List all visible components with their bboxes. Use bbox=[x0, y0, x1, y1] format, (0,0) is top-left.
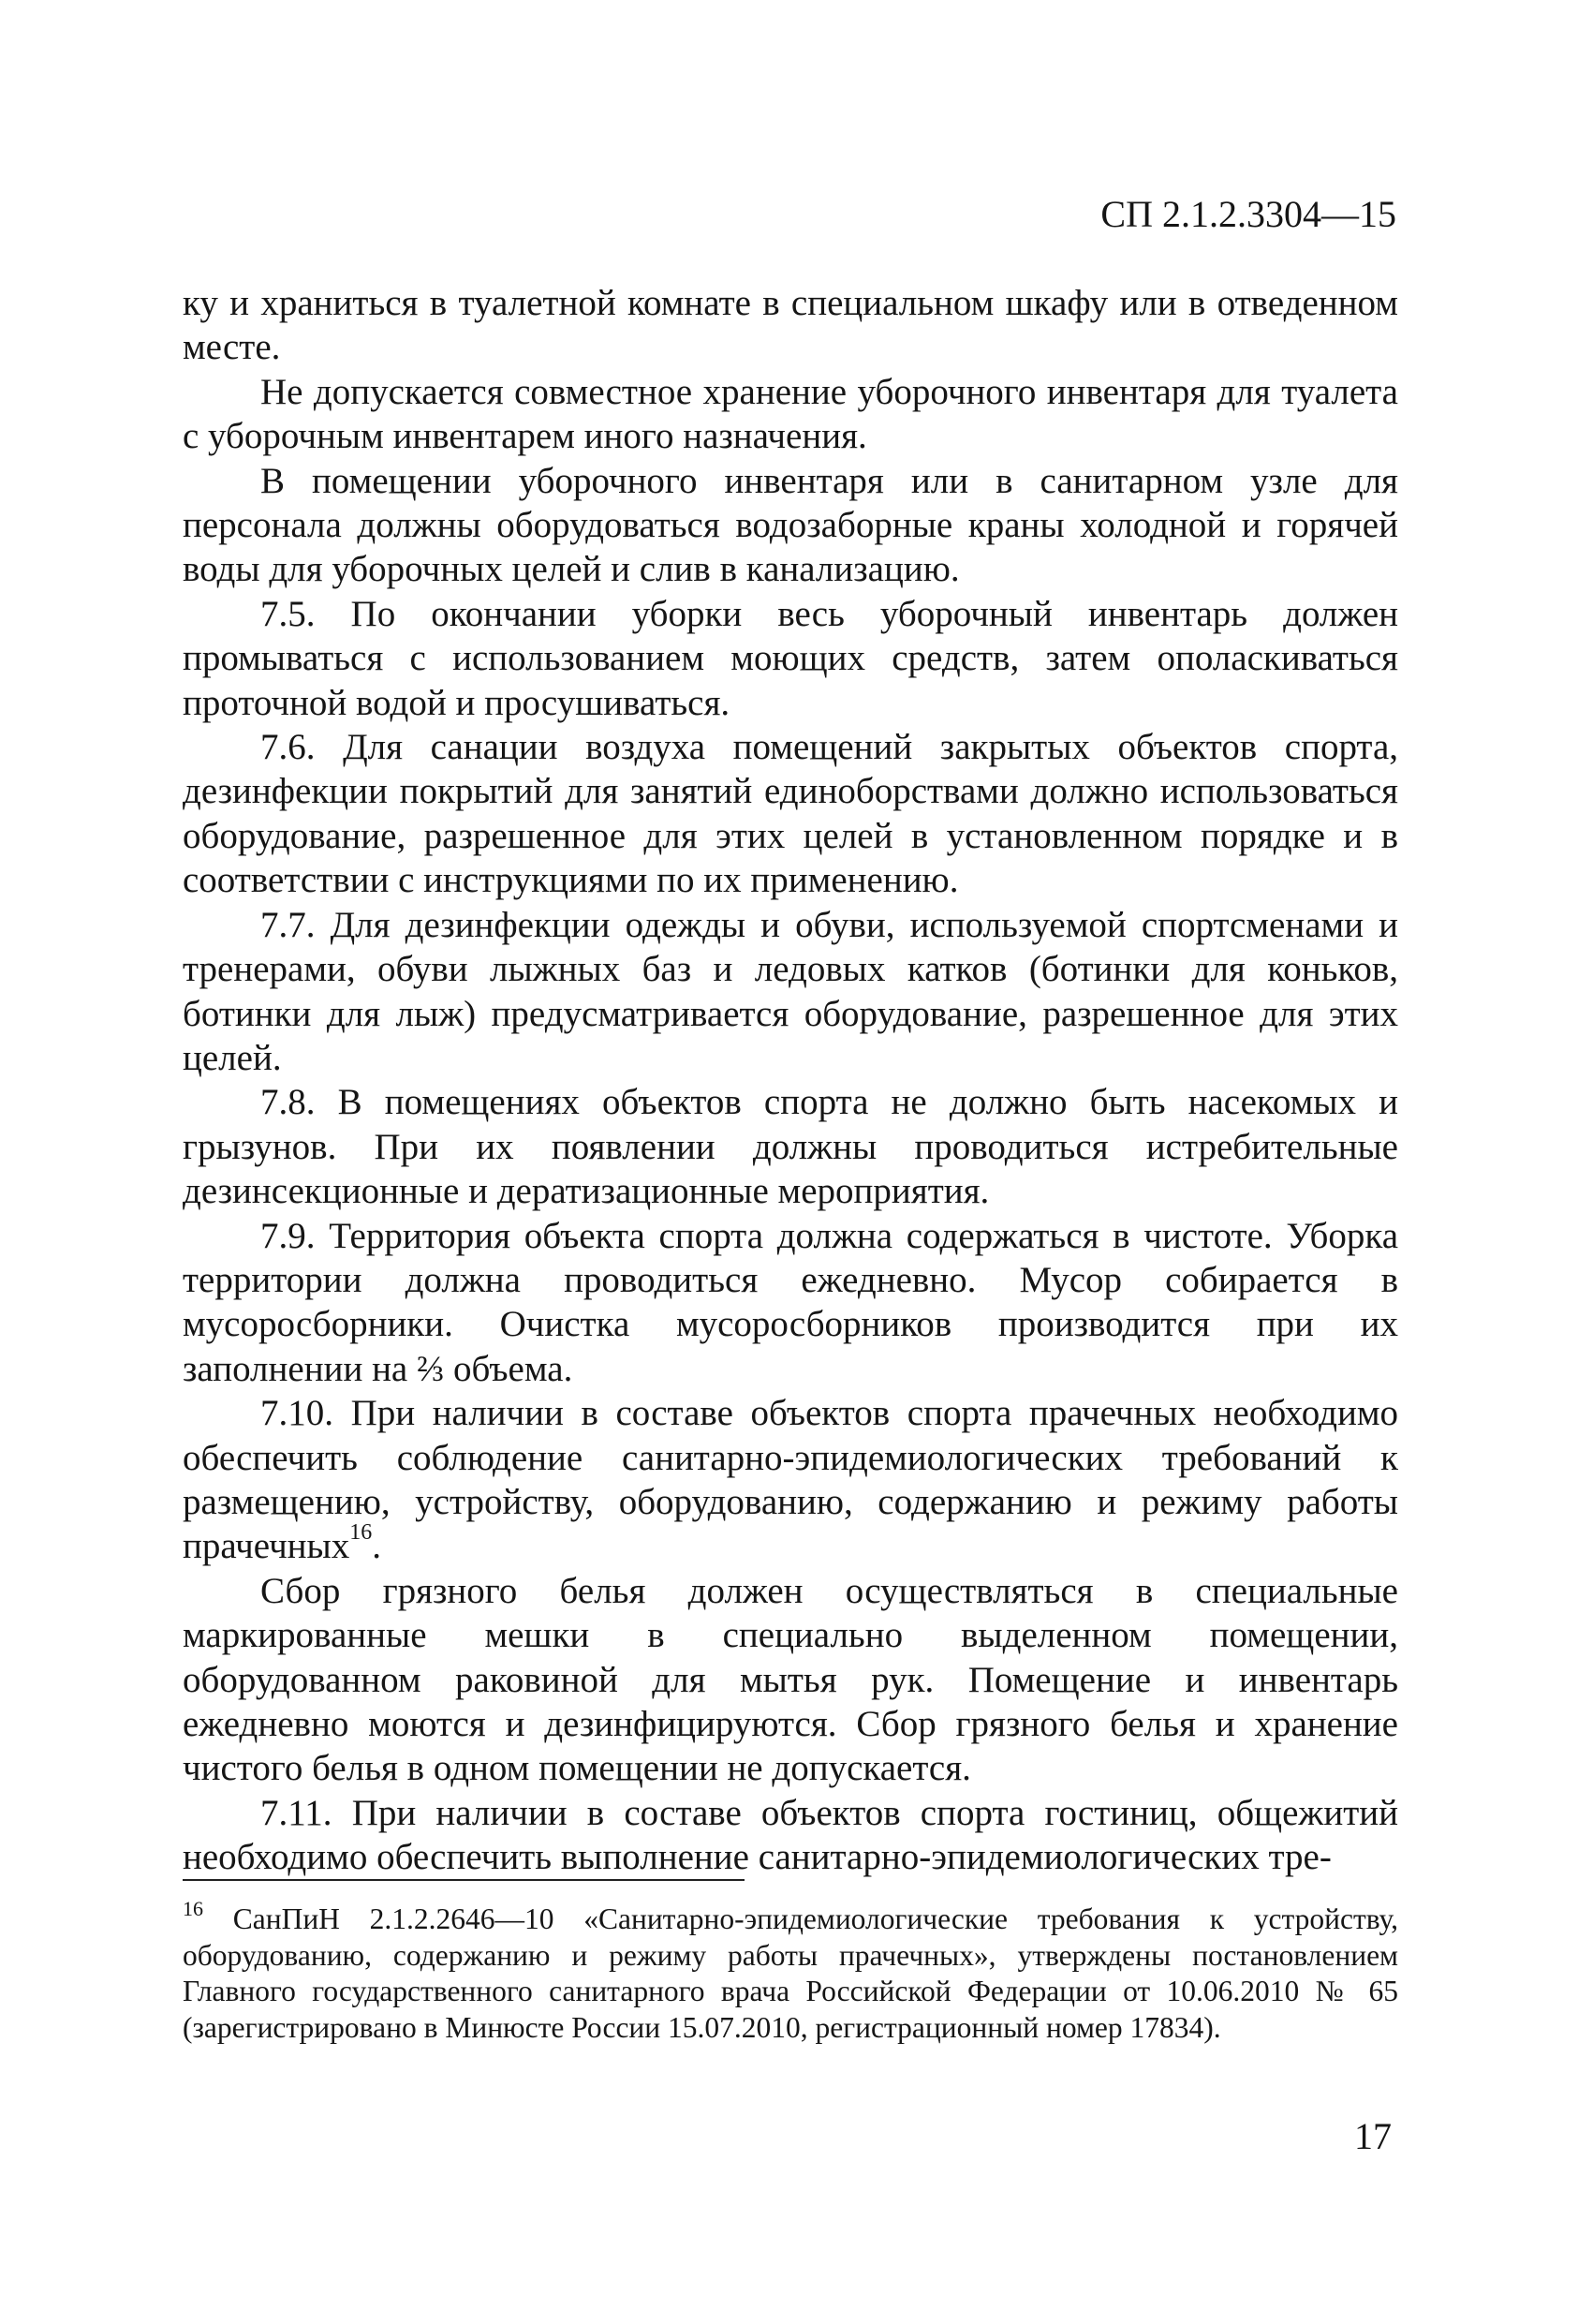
clause-number: 7.8. bbox=[260, 1082, 316, 1123]
clause-7-5 bbox=[183, 592, 1398, 725]
footnote-text: СанПиН 2.1.2.2646—10 «Санитарно-эпидемиологические требования к устройству, оборудованию, содержанию и режиму работы прачечных», утверждены постановлением Главного государственного санитарного врача Российской Федерации от 10.06.2010 № 65 (зарегистрировано в Минюсте России 15.07.2010, регистрационный номер 17834). bbox=[183, 1902, 1398, 2044]
document-code-header: СП 2.1.2.3304—15 bbox=[1100, 193, 1396, 235]
paragraph-text: ку и храниться в туалетной комнате в специальном шкафу или в отведенном месте. bbox=[183, 283, 1398, 368]
paragraph-text: В помещении уборочного инвентаря или в санитарном узле для персонала должны оборудоваться водозаборные краны холодной и горячей воды для уборочных целей и слив в канализацию. bbox=[183, 460, 1398, 590]
paragraph-text: Сбор грязного белья должен осуществляться в специальные маркированные мешки в специально выделенном помещении, оборудованном раковиной для мытья рук. Помещение и инвентарь ежедневно моются и дезинфицируются. Сбор грязного белья и хранение чистого белья в одном помещении не допускается. bbox=[183, 1570, 1398, 1789]
clause-number: 7.5. bbox=[260, 593, 316, 634]
paragraph-text: Не допускается совместное хранение уборочного инвентаря для туалета с уборочным инвентарем иного назначения. bbox=[183, 371, 1398, 457]
paragraph bbox=[183, 370, 1398, 459]
clause-text: При наличии в составе объектов спорта гостиниц, общежитий необходимо обеспечить выполнение санитарно-эпидемиологических тре- bbox=[183, 1792, 1398, 1878]
paragraph bbox=[183, 459, 1398, 592]
clause-7-8 bbox=[183, 1080, 1398, 1213]
clause-7-9 bbox=[183, 1214, 1398, 1392]
clause-text: При наличии в составе объектов спорта прачечных необходимо обеспечить соблюдение санитарно-эпидемиологических требований к размещению, устройству, оборудованию, содержанию и режиму работы прачечных bbox=[183, 1393, 1398, 1567]
document-body bbox=[183, 281, 1398, 1880]
clause-7-10 bbox=[183, 1391, 1398, 1569]
paragraph bbox=[183, 281, 1398, 370]
clause-text: Территория объекта спорта должна содержаться в чистоте. Уборка территории должна проводиться ежедневно. Мусор собирается в мусоросборники. Очистка мусоросборников производится при их заполнении на ⅔ объема. bbox=[183, 1215, 1399, 1389]
footnote bbox=[183, 1897, 1398, 2046]
clause-number: 7.11. bbox=[260, 1792, 332, 1833]
clause-text: По окончании уборки весь уборочный инвентарь должен промываться с использованием моющих средств, затем ополаскиваться проточной водой и просушиваться. bbox=[183, 593, 1399, 723]
footnote-divider bbox=[183, 1879, 745, 1881]
clause-7-11 bbox=[183, 1791, 1398, 1880]
clause-text: Для санации воздуха помещений закрытых объектов спорта, дезинфекции покрытий для занятий единоборствами должно использоваться оборудование, разрешенное для этих целей в установленном порядке и в соответствии с инструкциями по их применению. bbox=[183, 727, 1399, 901]
clause-number: 7.6. bbox=[260, 727, 316, 768]
page-number: 17 bbox=[1354, 2115, 1392, 2157]
clause-number: 7.10. bbox=[260, 1393, 333, 1434]
clause-number: 7.7. bbox=[260, 904, 316, 945]
clause-7-7 bbox=[183, 903, 1398, 1081]
clause-7-6 bbox=[183, 725, 1398, 903]
clause-text-tail: . bbox=[372, 1526, 382, 1567]
footnote-marker: 16 bbox=[183, 1897, 203, 1920]
footnote-reference[interactable]: 16 bbox=[349, 1520, 373, 1546]
clause-text: Для дезинфекции одежды и обуви, используемой спортсменами и тренерами, обуви лыжных баз и ледовых катков (ботинки для коньков, ботинки для лыж) предусматривается оборудование, разрешенное для этих целей. bbox=[183, 904, 1399, 1078]
clause-number: 7.9. bbox=[260, 1215, 316, 1256]
clause-text: В помещениях объектов спорта не должно быть насекомых и грызунов. При их появлении должны проводиться истребительные дезинсекционные и дератизационные мероприятия. bbox=[183, 1082, 1399, 1212]
paragraph bbox=[183, 1569, 1398, 1791]
